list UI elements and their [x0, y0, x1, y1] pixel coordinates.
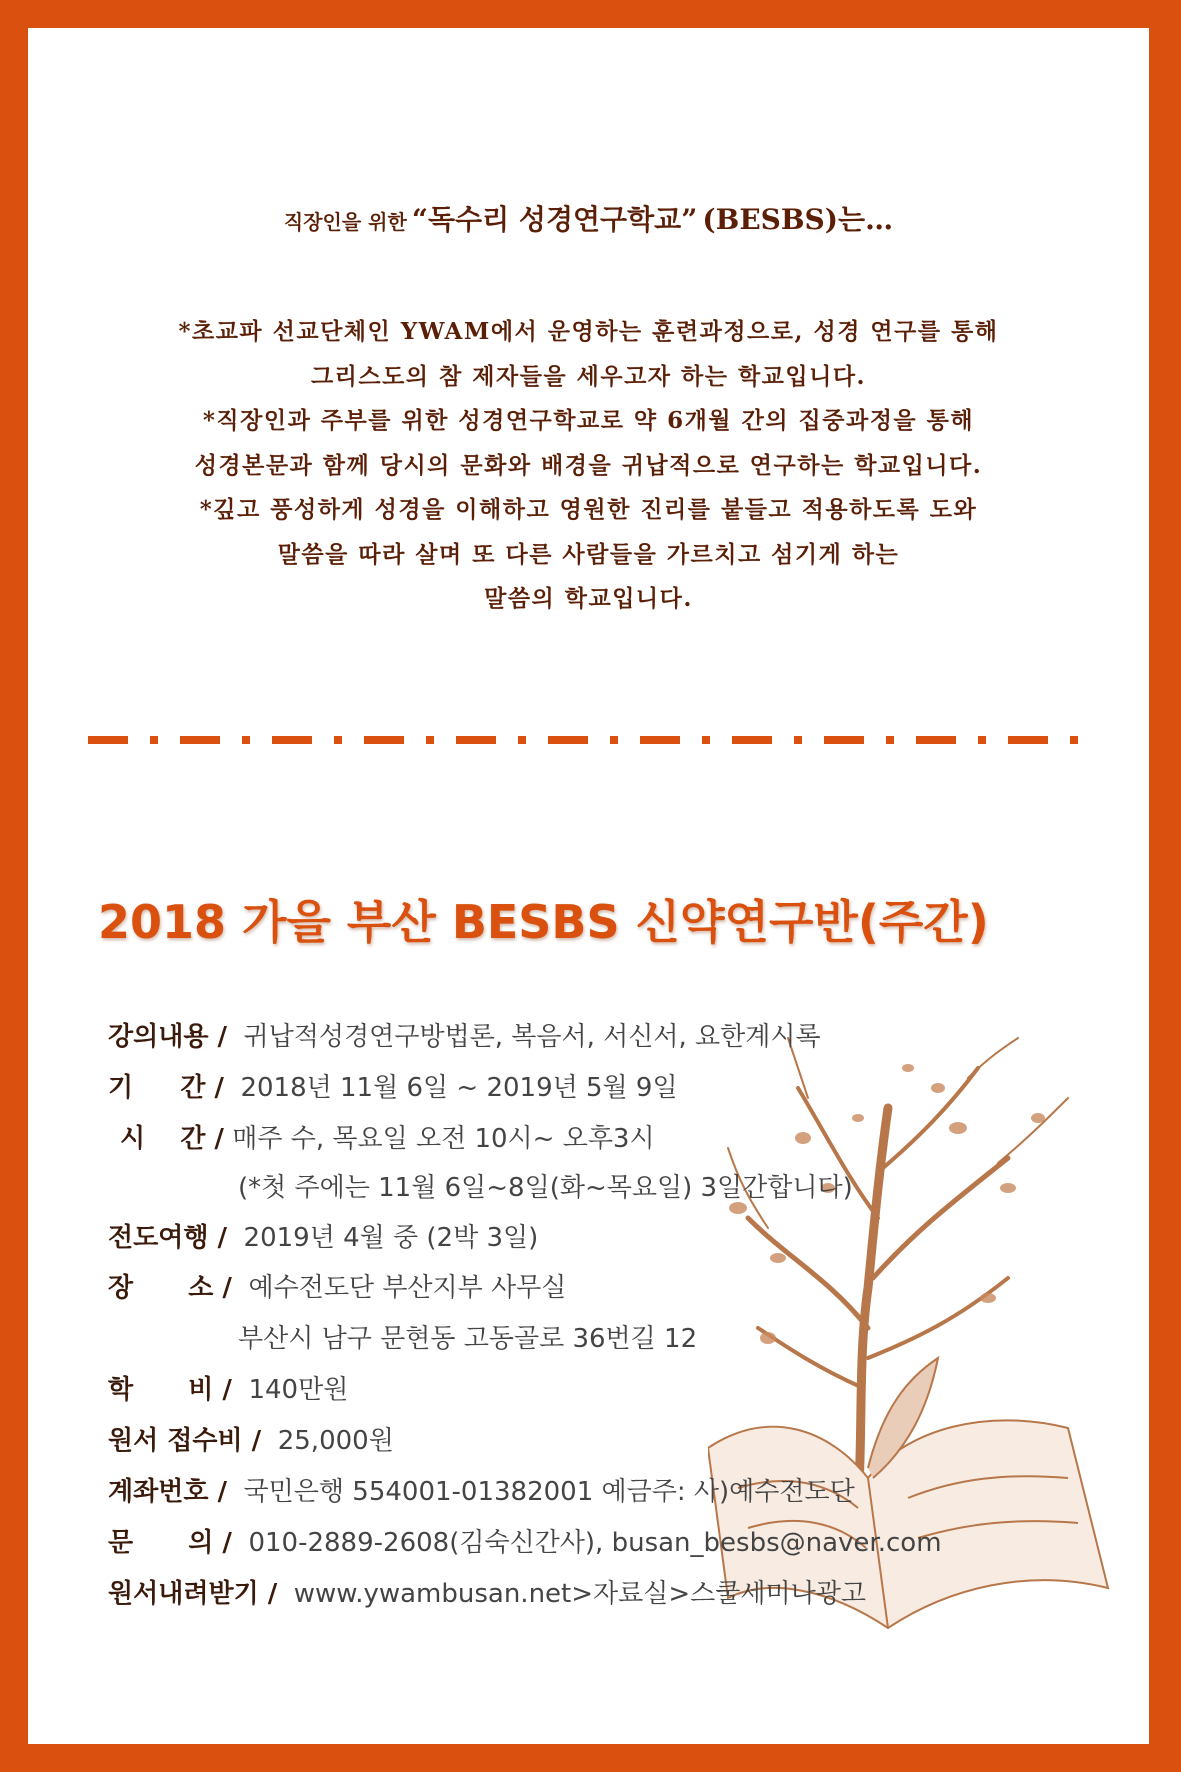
intro-line: 성경본문과 함께 당시의 문화와 배경을 귀납적으로 연구하는 학교입니다. [194, 451, 983, 479]
dash-dot-divider [88, 734, 1088, 746]
info-row-period: 기 간 / 2018년 11월 6일 ~ 2019년 5월 9일 [108, 1073, 678, 1103]
info-row-account: 계좌번호 / 국민은행 554001-01382001 예금주: 사)예수전도단 [108, 1477, 855, 1507]
intro-description [68, 310, 1109, 622]
info-row-time-note: (*첫 주에는 11월 6일~8일(화~목요일) 3일간합니다) [238, 1173, 853, 1203]
intro-line: *깊고 풍성하게 성경을 이해하고 영원한 진리를 붙들고 적용하도록 도와 [199, 496, 978, 523]
intro-line: *직장인과 주부를 위한 성경연구학교로 약 6개월 간의 집중과정을 통해 [202, 407, 975, 434]
info-row-time: 시 간 / 매주 수, 목요일 오전 10시~ 오후3시 [120, 1124, 655, 1154]
intro-line: 그리스도의 참 제자들을 세우고자 하는 학교입니다. [310, 362, 867, 390]
intro-title-small: 직장인을 위한 [283, 210, 407, 234]
info-row-place: 장 소 / 예수전도단 부산지부 사무실 [108, 1273, 567, 1303]
tree-book-illustration [708, 1028, 1138, 1668]
intro-line: 말씀의 학교입니다. [484, 585, 693, 612]
info-row-address: 부산시 남구 문현동 고동골로 36번길 12 [238, 1324, 698, 1354]
intro-title-main: “독수리 성경연구학교” [411, 203, 698, 236]
intro-title [28, 198, 1149, 238]
intro-line: 말씀을 따라 살며 또 다른 사람들을 가르치고 섬기게 하는 [277, 540, 900, 568]
download-link[interactable]: www.ywambusan.net>자료실>스쿨세미나광고 [293, 1579, 866, 1609]
info-row-content: 강의내용 / 귀납적성경연구방법론, 복음서, 서신서, 요한계시록 [108, 1022, 821, 1052]
info-row-contact: 문 의 / 010-2889-2608(김숙신간사), busan_besbs@naver.com [108, 1528, 942, 1558]
poster-frame [28, 28, 1149, 1744]
info-row-download: 원서내려받기 / www.ywambusan.net>자료실>스쿨세미나광고 [108, 1579, 866, 1609]
intro-line: *초교파 선교단체인 YWAM에서 운영하는 훈련과정으로, 성경 연구를 통해 [178, 318, 999, 345]
event-title: 2018 가을 부산 BESBS 신약연구반(주간) [98, 895, 989, 949]
info-row-trip: 전도여행 / 2019년 4월 중 (2박 3일) [108, 1223, 539, 1253]
info-row-fee: 학 비 / 140만원 [108, 1375, 349, 1405]
info-row-application-fee: 원서 접수비 / 25,000원 [108, 1426, 394, 1456]
intro-title-suffix: (BESBS)는… [702, 203, 894, 236]
